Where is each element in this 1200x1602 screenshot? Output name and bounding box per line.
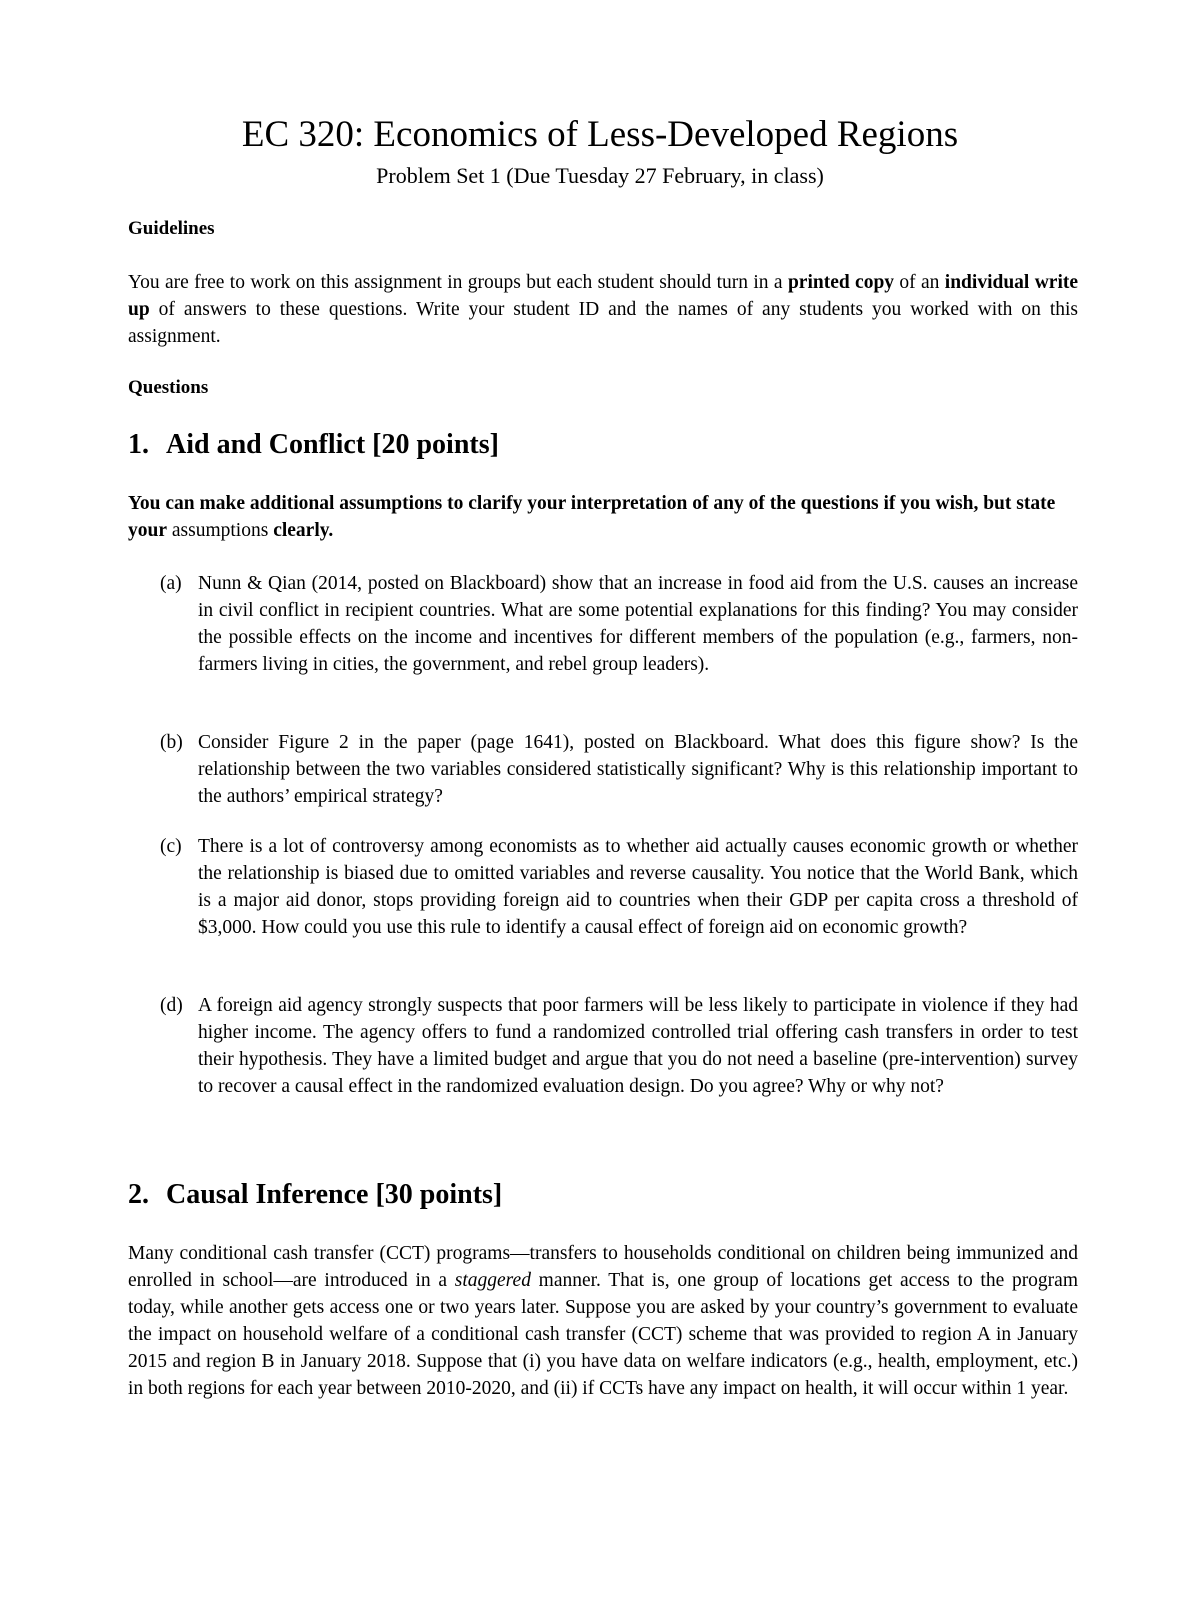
item-marker: (d) [160, 995, 183, 1016]
section-2-paragraph [128, 1240, 1078, 1402]
section-1-instruction [128, 490, 1078, 544]
question-item-b [160, 729, 1078, 810]
question-item-c [160, 833, 1078, 941]
item-text: There is a lot of controversy among economists as to whether aid actually causes economic growth or whether the relationship is biased due to omitted variables and reverse causality. You notice that the World Bank, which is a major aid donor, stops providing foreign aid to countries when their GDP per capita cross a threshold of $3,000. How could you use this rule to identify a causal effect of foreign aid on economic growth? [198, 836, 1078, 938]
page-subtitle: Problem Set 1 (Due Tuesday 27 February, in class) [376, 163, 824, 188]
guidelines-paragraph [128, 269, 1078, 350]
item-text: Nunn & Qian (2014, posted on Blackboard) show that an increase in food aid from the U.S. causes an increase in civil conflict in recipient countries. What are some potential explanations for this finding? You may consider the possible effects on the income and incentives for different members of the population (e.g., farmers, non-farmers living in cities, the government, and rebel group leaders). [198, 573, 1078, 675]
guidelines-text-3: of answers to these questions. Write your student ID and the names of any students you worked with on this assignment. [128, 299, 1078, 347]
item-text: Consider Figure 2 in the paper (page 1641), posted on Blackboard. What does this figure show? Is the relationship between the two variables considered statistically significant? Why is this relationship important to the authors’ empirical strategy? [198, 732, 1078, 807]
instruction-bold-1: You can make additional assumptions to clarify your interpretation of any of the questions if you wish, but state your [128, 493, 1056, 541]
section-2-number: 2. [128, 1179, 149, 1210]
section-2-text-1: Many conditional cash transfer (CCT) programs—transfers to households conditional on children being immunized and enrolled in school—are introduced in a [128, 1243, 1078, 1291]
section-2-italic: staggered [454, 1270, 531, 1291]
guidelines-text-1: You are free to work on this assignment in groups but each student should turn in a [128, 272, 788, 293]
item-text: A foreign aid agency strongly suspects that poor farmers will be less likely to participate in violence if they had higher income. The agency offers to fund a randomized controlled trial offering cash transfers in order to test their hypothesis. They have a limited budget and argue that you do not need a baseline (pre-intervention) survey to recover a causal effect in the randomized evaluation design. Do you agree? Why or why not? [198, 995, 1078, 1097]
item-marker: (c) [160, 836, 182, 857]
section-2-title: Causal Inference [30 points] [166, 1179, 503, 1210]
page-title: EC 320: Economics of Less-Developed Regions [241, 114, 959, 155]
question-item-d [160, 992, 1078, 1100]
guidelines-text-2: of an [894, 272, 945, 293]
question-item-a [160, 570, 1078, 678]
section-2-heading [128, 1178, 502, 1212]
guidelines-bold-1: printed copy [787, 272, 895, 293]
instruction-bold-2: clearly. [273, 520, 334, 541]
section-1-title: Aid and Conflict [20 points] [166, 429, 499, 460]
section-1-heading [128, 428, 499, 462]
item-marker: (b) [160, 732, 183, 753]
item-marker: (a) [160, 573, 182, 594]
instruction-plain: assumptions [167, 520, 274, 541]
guidelines-bold-2: individual write up [128, 272, 1079, 320]
guidelines-heading: Guidelines [128, 218, 215, 239]
section-1-number: 1. [128, 429, 149, 460]
section-2-text-2: manner. That is, one group of locations get access to the program today, while another gets access one or two years later. Suppose you are asked by your country’s government to evaluate the impact on household welfare of a conditional cash transfer (CCT) scheme that was provided to region A in January 2015 and region B in January 2018. Suppose that (i) you have data on welfare indicators (e.g., health, employment, etc.) in both regions for each year between 2010-2020, and (ii) if CCTs have any impact on health, it will occur within 1 year. [128, 1270, 1079, 1399]
questions-heading: Questions [128, 377, 209, 398]
